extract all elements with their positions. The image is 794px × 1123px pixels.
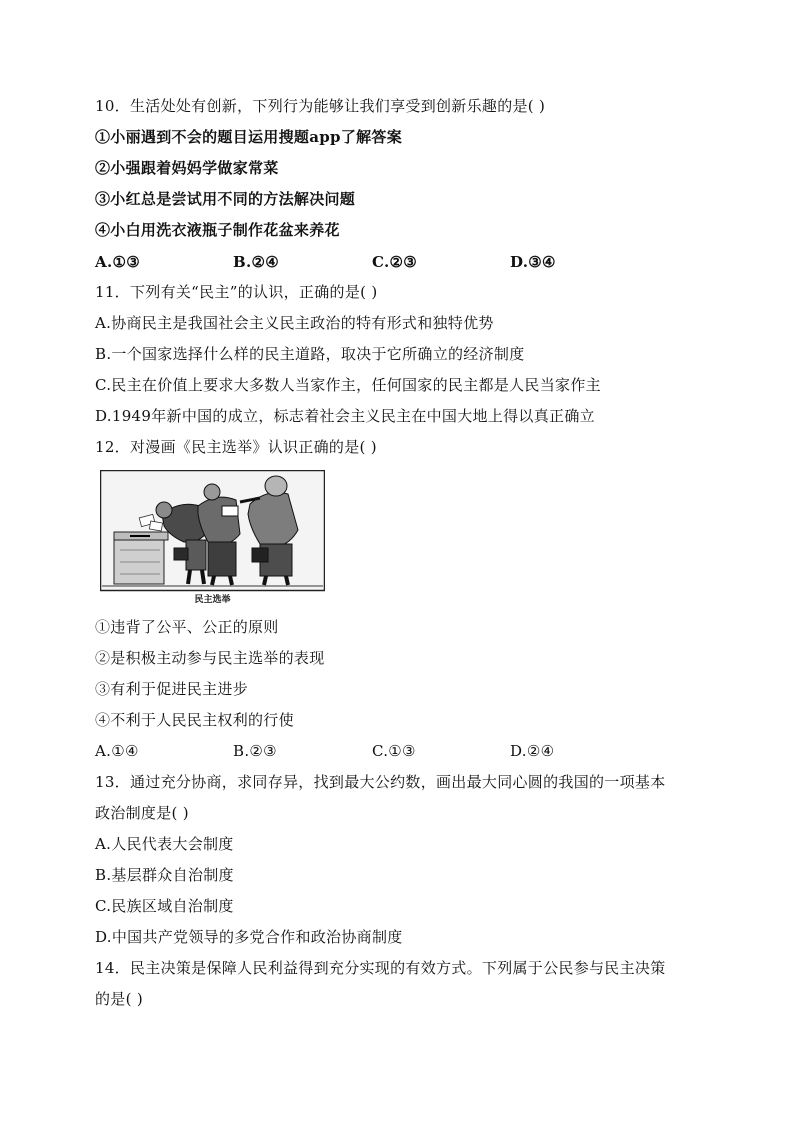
- cartoon-illustration: [100, 470, 325, 592]
- option-a: A.①③: [95, 253, 140, 271]
- question-11-option-a: A.协商民主是我国社会主义民主政治的特有形式和独特优势: [95, 314, 494, 332]
- question-12-stem: 12．对漫画《民主选举》认识正确的是( ): [95, 438, 377, 456]
- question-10-stem: 10．生活处处有创新，下列行为能够让我们享受到创新乐趣的是( ): [95, 97, 546, 115]
- question-13-option-d: D.中国共产党领导的多党合作和政治协商制度: [95, 928, 403, 946]
- question-10-item-4: ④小白用洗衣液瓶子制作花盆来养花: [95, 221, 340, 239]
- question-10-item-3: ③小红总是尝试用不同的方法解决问题: [95, 190, 356, 208]
- question-11-stem: 11．下列有关“民主”的认识，正确的是( ): [95, 283, 378, 301]
- option-d: D.③④: [510, 253, 556, 271]
- question-12-item-2: ②是积极主动参与民主选举的表现: [95, 649, 325, 667]
- cartoon-figure: [100, 470, 325, 610]
- option-d: D.②④: [510, 742, 555, 760]
- question-11-option-d: D.1949年新中国的成立，标志着社会主义民主在中国大地上得以真正确立: [95, 407, 595, 425]
- question-14-stem-line-1: 14．民主决策是保障人民利益得到充分实现的有效方式。下列属于公民参与民主决策: [95, 959, 666, 977]
- option-a: A.①④: [95, 742, 139, 760]
- question-13-option-b: B.基层群众自治制度: [95, 866, 234, 884]
- question-13-option-a: A.人民代表大会制度: [95, 835, 234, 853]
- question-13-stem-line-1: 13．通过充分协商，求同存异，找到最大公约数，画出最大同心圆的我国的一项基本: [95, 773, 666, 791]
- option-b: B.②④: [233, 253, 279, 271]
- option-b: B.②③: [233, 742, 277, 760]
- question-10-options: [95, 252, 695, 272]
- question-12-item-4: ④不利于人民民主权利的行使: [95, 711, 294, 729]
- option-c: C.②③: [372, 253, 417, 271]
- cartoon-caption: 民主选举: [194, 595, 231, 605]
- question-11-option-b: B.一个国家选择什么样的民主道路，取决于它所确立的经济制度: [95, 345, 525, 363]
- question-14-stem-line-2: 的是( ): [95, 990, 143, 1008]
- option-c: C.①③: [372, 742, 416, 760]
- question-12-item-3: ③有利于促进民主进步: [95, 680, 249, 698]
- question-10-item-1: ①小丽遇到不会的题目运用搜题app了解答案: [95, 128, 402, 146]
- question-13-option-c: C.民族区域自治制度: [95, 897, 234, 915]
- question-11-option-c: C.民主在价值上要求大多数人当家作主，任何国家的民主都是人民当家作主: [95, 376, 601, 394]
- question-12-options: [95, 741, 695, 761]
- question-12-item-1: ①违背了公平、公正的原则: [95, 618, 279, 636]
- question-13-stem-line-2: 政治制度是( ): [95, 804, 189, 822]
- question-10-item-2: ②小强跟着妈妈学做家常菜: [95, 159, 279, 177]
- ballot-box: [114, 532, 168, 584]
